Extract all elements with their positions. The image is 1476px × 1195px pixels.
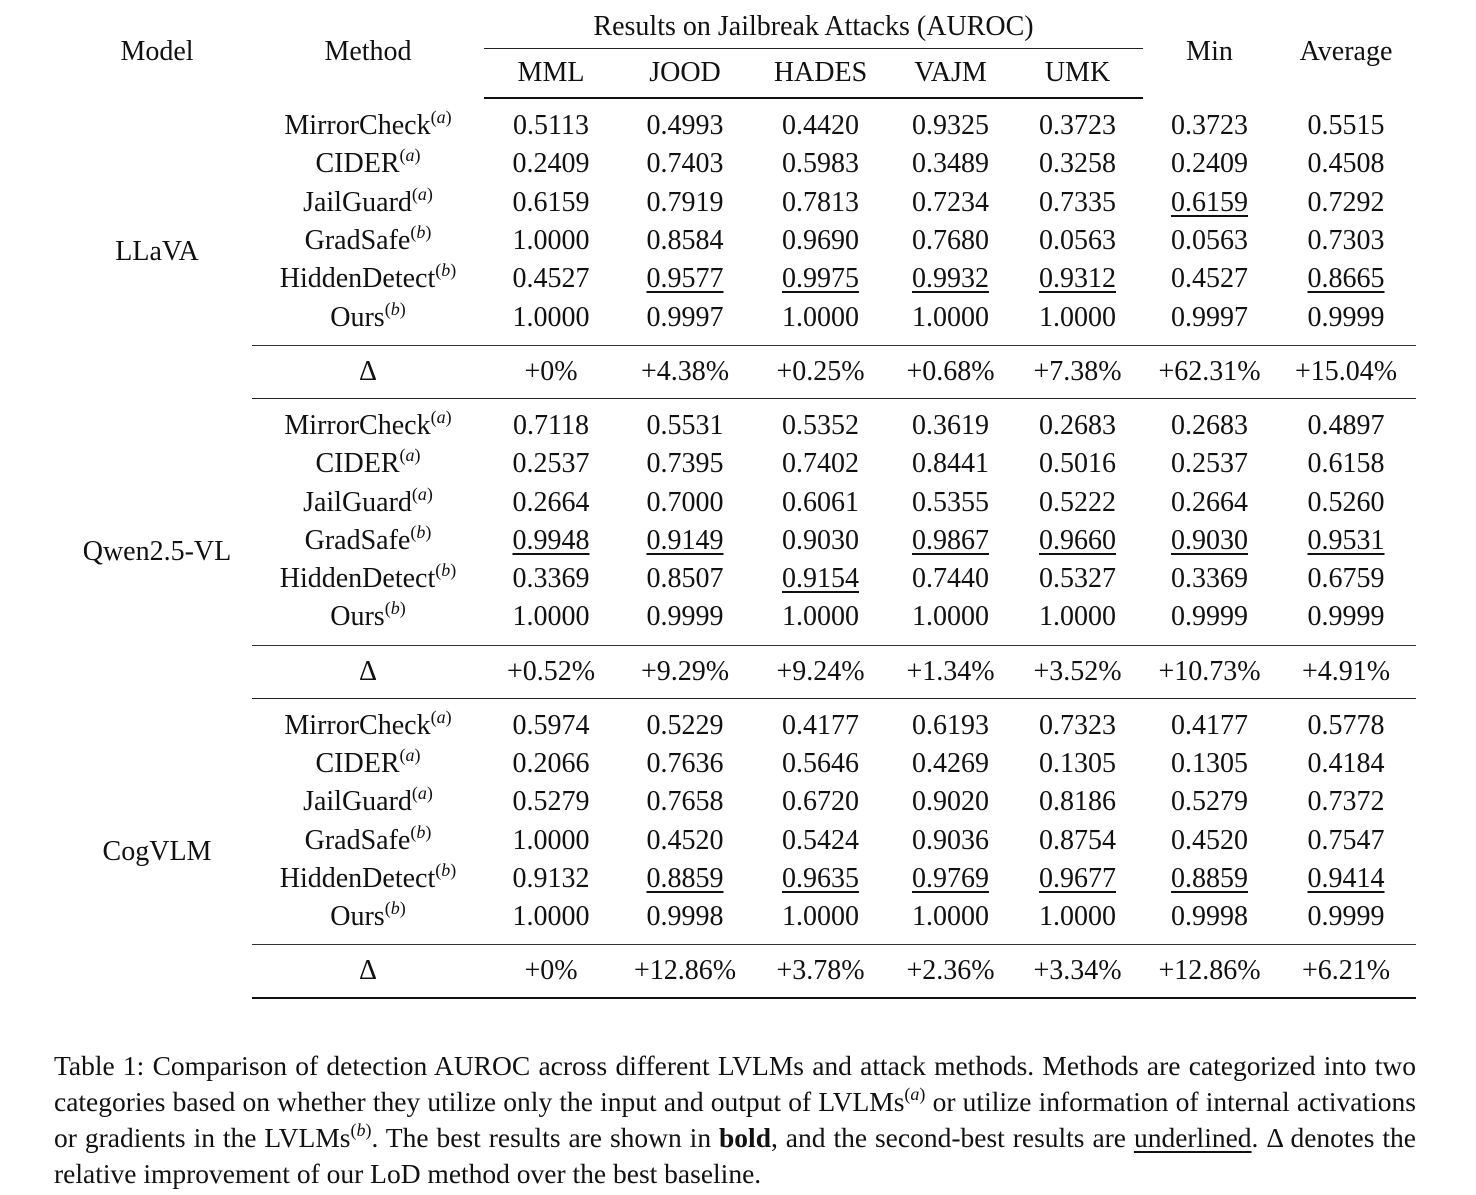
delta-value: +3.52% [1012, 645, 1143, 698]
method-category: (b) [410, 521, 432, 542]
value-cell: 0.9975 [782, 263, 859, 295]
table-row [62, 483, 1416, 521]
method-cell [252, 184, 484, 222]
table-row [62, 560, 1416, 598]
table-row [62, 522, 1416, 560]
value-cell: 0.6061 [782, 486, 859, 518]
value-cell: 0.9414 [1307, 862, 1385, 894]
delta-value: +12.86% [1143, 945, 1276, 999]
value-cell: 0.8584 [646, 225, 724, 257]
value-cell: 0.7636 [646, 748, 724, 779]
value-cell: 0.9020 [912, 786, 989, 818]
value-cell: 0.7658 [646, 786, 724, 818]
method-cell [252, 898, 484, 945]
value-cell: 1.0000 [512, 601, 590, 633]
delta-value: +9.29% [618, 645, 752, 698]
delta-label: Δ [252, 345, 484, 398]
value-cell: 0.9325 [912, 110, 989, 142]
results-table [62, 6, 1416, 999]
value-cell: 0.9999 [1171, 601, 1249, 633]
value-cell: 0.7335 [1039, 186, 1116, 218]
value-cell: 0.9999 [1307, 901, 1385, 933]
method-category: (a) [399, 145, 421, 166]
value-cell: 0.9036 [912, 824, 989, 856]
header-model: Model [120, 36, 194, 67]
value-cell: 0.9690 [782, 225, 859, 257]
value-cell: 0.5279 [1171, 786, 1249, 818]
delta-value: +3.34% [1012, 945, 1143, 999]
value-cell: 0.9997 [1171, 301, 1249, 333]
caption-underlined-word: underlined [1133, 1121, 1252, 1153]
value-cell: 0.3369 [1171, 563, 1249, 595]
value-cell: 0.5355 [912, 486, 989, 518]
value-cell: 0.5260 [1307, 486, 1385, 518]
delta-row [62, 645, 1416, 698]
header-min: Min [1186, 36, 1233, 67]
value-cell: 0.9999 [1307, 301, 1385, 333]
delta-value: +12.86% [618, 945, 752, 999]
value-cell: 0.5352 [782, 409, 859, 441]
value-cell: 0.8859 [646, 862, 724, 894]
value-cell: 1.0000 [1039, 301, 1116, 333]
method-category: (a) [411, 483, 433, 504]
value-cell: 0.9660 [1039, 524, 1116, 556]
table-row [62, 398, 1416, 445]
method-cell [252, 445, 484, 483]
value-cell: 0.2409 [1171, 148, 1249, 180]
caption-text-2: or utilize information of internal activations or gradients in the LVLMs [54, 1085, 1416, 1153]
value-cell: 0.7303 [1307, 225, 1385, 257]
value-cell: 1.0000 [1039, 601, 1116, 633]
value-cell: 0.7680 [912, 225, 989, 257]
method-name: Ours [330, 901, 385, 933]
method-category: (b) [384, 298, 406, 319]
value-cell: 0.6158 [1307, 448, 1385, 480]
value-cell: 0.7395 [646, 448, 724, 480]
method-name: HiddenDetect [279, 862, 436, 894]
value-cell: 1.0000 [512, 225, 590, 257]
value-cell: 0.8186 [1039, 786, 1116, 818]
model-name: CogVLM [102, 836, 212, 868]
value-cell: 1.0000 [1039, 901, 1116, 933]
delta-value: +62.31% [1143, 345, 1276, 398]
value-cell: 0.4177 [782, 709, 859, 741]
table-row [62, 860, 1416, 898]
value-cell: 0.3258 [1039, 148, 1116, 180]
value-cell: 0.9312 [1039, 263, 1116, 295]
value-cell: 0.4508 [1307, 148, 1385, 180]
method-name: JailGuard [303, 486, 412, 518]
delta-value: +0.25% [752, 345, 889, 398]
value-cell: 0.5222 [1039, 486, 1116, 518]
table-header [62, 6, 1416, 98]
delta-value: +3.78% [752, 945, 889, 999]
value-cell: 1.0000 [912, 901, 989, 933]
method-category: (b) [410, 821, 432, 842]
caption-bold-word: bold [719, 1121, 771, 1153]
delta-row [62, 345, 1416, 398]
value-cell: 0.9997 [646, 301, 724, 333]
value-cell: 0.7403 [646, 148, 724, 180]
caption-text-3: . The best results are shown in [371, 1121, 720, 1153]
method-cell [252, 260, 484, 298]
value-cell: 0.5983 [782, 148, 859, 180]
value-cell: 0.7118 [513, 409, 589, 441]
header-attack-umk: UMK [1012, 48, 1143, 98]
method-category: (b) [384, 898, 406, 919]
table-row [62, 98, 1416, 145]
value-cell: 0.5424 [782, 824, 859, 856]
value-cell: 0.3723 [1171, 109, 1249, 141]
value-cell: 1.0000 [782, 901, 859, 933]
caption-sup-a: (a) [904, 1083, 926, 1104]
header-attack-mml: MML [484, 48, 618, 98]
delta-value: +0.52% [484, 645, 618, 698]
value-cell: 1.0000 [512, 824, 590, 856]
value-cell: 0.9998 [646, 901, 724, 933]
delta-value: +7.38% [1012, 345, 1143, 398]
value-cell: 0.4527 [1171, 263, 1249, 295]
value-cell: 0.3619 [912, 409, 989, 441]
delta-value: +0.68% [889, 345, 1012, 398]
method-cell [252, 783, 484, 821]
method-category: (a) [399, 445, 421, 466]
value-cell: 1.0000 [512, 301, 590, 333]
method-cell [252, 821, 484, 859]
delta-value: +1.34% [889, 645, 1012, 698]
table-caption [54, 1048, 1416, 1192]
value-cell: 0.2537 [1171, 448, 1249, 480]
value-cell: 0.9998 [1171, 901, 1249, 933]
method-name: GradSafe [304, 524, 411, 556]
value-cell: 0.1305 [1039, 748, 1116, 779]
method-category: (b) [435, 560, 457, 581]
method-category: (b) [384, 598, 406, 619]
method-cell [252, 483, 484, 521]
value-cell: 1.0000 [782, 301, 859, 333]
value-cell: 0.2409 [512, 148, 590, 180]
value-cell: 0.2683 [1171, 409, 1249, 441]
value-cell: 0.7547 [1307, 824, 1385, 856]
caption-sup-b: (b) [350, 1119, 372, 1140]
value-cell: 0.4527 [512, 263, 590, 295]
method-name: CIDER [315, 148, 400, 180]
value-cell: 0.7402 [782, 448, 859, 480]
table-row [62, 898, 1416, 945]
value-cell: 0.5531 [646, 409, 724, 441]
header-group-title: Results on Jailbreak Attacks (AUROC) [484, 6, 1143, 48]
delta-value: +0% [484, 945, 618, 999]
method-cell [252, 522, 484, 560]
table-row [62, 745, 1416, 783]
value-cell: 0.4177 [1171, 709, 1249, 741]
value-cell: 0.7292 [1307, 186, 1385, 218]
method-cell [252, 860, 484, 898]
caption-text-1: Table 1: Comparison of detection AUROC across different LVLMs and attack methods. Methods are categorized into two categories based on whether they utilize only the input and output of LVLMs [54, 1049, 1416, 1117]
method-name: GradSafe [304, 824, 411, 856]
method-name: Ours [330, 601, 385, 633]
value-cell: 0.8754 [1039, 824, 1116, 856]
method-cell [252, 560, 484, 598]
method-cell [252, 745, 484, 783]
method-name: JailGuard [303, 186, 412, 218]
model-name: Qwen2.5-VL [82, 536, 232, 568]
header-attack-jood: JOOD [618, 48, 752, 98]
value-cell: 0.3723 [1039, 110, 1116, 142]
method-category: (a) [411, 183, 433, 204]
method-cell [252, 398, 484, 445]
table-row [62, 298, 1416, 345]
value-cell: 0.8665 [1307, 263, 1385, 295]
table-row [62, 783, 1416, 821]
value-cell: 1.0000 [912, 601, 989, 633]
delta-value: +2.36% [889, 945, 1012, 999]
method-name: MirrorCheck [284, 709, 431, 741]
delta-value: +15.04% [1276, 345, 1416, 398]
method-category: (a) [430, 106, 452, 127]
delta-value: +4.38% [618, 345, 752, 398]
method-category: (a) [411, 783, 433, 804]
value-cell: 0.9132 [512, 862, 590, 894]
table-body [62, 98, 1416, 998]
value-cell: 0.4420 [782, 110, 859, 142]
value-cell: 0.6720 [782, 786, 859, 818]
method-name: JailGuard [303, 786, 412, 818]
method-category: (b) [435, 260, 457, 281]
method-cell [252, 598, 484, 645]
header-average: Average [1299, 36, 1393, 67]
table-row [62, 598, 1416, 645]
value-cell: 0.9932 [912, 263, 989, 295]
delta-row [62, 945, 1416, 999]
value-cell: 0.6759 [1307, 563, 1385, 595]
caption-text-5: . Δ denotes the relative improvement of our LoD method over the best baseline. [54, 1121, 1416, 1189]
value-cell: 0.1305 [1171, 748, 1249, 779]
value-cell: 0.9677 [1039, 862, 1116, 894]
header-attack-hades: HADES [752, 48, 889, 98]
value-cell: 0.5229 [646, 709, 724, 741]
table-row [62, 821, 1416, 859]
method-cell [252, 98, 484, 145]
value-cell: 0.7813 [782, 186, 859, 218]
value-cell: 0.8441 [912, 448, 989, 480]
table-row [62, 698, 1416, 745]
method-name: CIDER [315, 448, 400, 480]
method-category: (b) [410, 222, 432, 243]
value-cell: 0.2066 [512, 748, 590, 779]
value-cell: 1.0000 [912, 301, 989, 333]
value-cell: 0.5016 [1039, 448, 1116, 480]
value-cell: 0.5974 [512, 709, 590, 741]
value-cell: 0.2664 [512, 486, 590, 518]
delta-value: +0% [484, 345, 618, 398]
value-cell: 0.0563 [1171, 225, 1249, 257]
value-cell: 1.0000 [782, 601, 859, 633]
value-cell: 0.4520 [646, 824, 724, 856]
method-category: (a) [430, 706, 452, 727]
value-cell: 0.5327 [1039, 563, 1116, 595]
value-cell: 0.8859 [1171, 862, 1249, 894]
value-cell: 0.9149 [646, 524, 724, 556]
value-cell: 0.7440 [912, 563, 989, 595]
caption-text-4: , and the second-best results are [771, 1121, 1134, 1153]
value-cell: 0.9867 [912, 524, 989, 556]
value-cell: 0.7919 [646, 186, 724, 218]
value-cell: 0.9948 [512, 524, 590, 556]
header-method: Method [324, 36, 412, 67]
value-cell: 0.2537 [512, 448, 590, 480]
method-name: CIDER [315, 748, 400, 779]
delta-label: Δ [252, 945, 484, 999]
value-cell: 0.9154 [782, 563, 859, 595]
value-cell: 0.5778 [1307, 709, 1385, 741]
value-cell: 0.4520 [1171, 824, 1249, 856]
value-cell: 0.2683 [1039, 409, 1116, 441]
value-cell: 0.4897 [1307, 409, 1385, 441]
method-category: (a) [399, 745, 421, 765]
value-cell: 0.6159 [1171, 186, 1249, 218]
value-cell: 0.4184 [1307, 748, 1385, 779]
method-name: MirrorCheck [284, 109, 431, 141]
delta-label: Δ [252, 645, 484, 698]
value-cell: 0.7234 [912, 186, 989, 218]
method-category: (a) [430, 406, 452, 427]
value-cell: 0.9030 [782, 524, 859, 556]
method-name: GradSafe [304, 225, 411, 257]
method-name: HiddenDetect [279, 563, 436, 595]
value-cell: 0.9999 [646, 601, 724, 633]
delta-value: +10.73% [1143, 645, 1276, 698]
value-cell: 0.9635 [782, 862, 859, 894]
value-cell: 0.5515 [1307, 109, 1385, 141]
method-category: (b) [435, 859, 457, 880]
value-cell: 0.7323 [1039, 709, 1116, 741]
value-cell: 0.9999 [1307, 601, 1385, 633]
method-name: MirrorCheck [284, 409, 431, 441]
value-cell: 0.6193 [912, 709, 989, 741]
value-cell: 0.7000 [646, 486, 724, 518]
value-cell: 0.3489 [912, 148, 989, 180]
value-cell: 0.7372 [1307, 786, 1385, 818]
delta-value: +9.24% [752, 645, 889, 698]
table-row [62, 222, 1416, 260]
table-row [62, 445, 1416, 483]
value-cell: 0.5113 [513, 110, 589, 142]
value-cell: 0.5279 [512, 786, 590, 818]
table-row [62, 260, 1416, 298]
value-cell: 0.5646 [782, 748, 859, 779]
value-cell: 0.4269 [912, 748, 989, 779]
table-row [62, 145, 1416, 183]
method-cell [252, 222, 484, 260]
value-cell: 0.8507 [646, 563, 724, 595]
method-name: Ours [330, 301, 385, 333]
method-cell [252, 698, 484, 745]
value-cell: 0.9577 [646, 263, 724, 295]
value-cell: 0.9531 [1307, 524, 1385, 556]
table-row [62, 184, 1416, 222]
value-cell: 1.0000 [512, 901, 590, 933]
method-cell [252, 145, 484, 183]
value-cell: 0.3369 [512, 563, 590, 595]
value-cell: 0.4993 [646, 110, 724, 142]
delta-value: +6.21% [1276, 945, 1416, 999]
value-cell: 0.0563 [1039, 225, 1116, 257]
value-cell: 0.2664 [1171, 486, 1249, 518]
value-cell: 0.6159 [512, 186, 590, 218]
method-cell [252, 298, 484, 345]
value-cell: 0.9769 [912, 862, 989, 894]
method-name: HiddenDetect [279, 263, 436, 295]
header-attack-vajm: VAJM [889, 48, 1012, 98]
value-cell: 0.9030 [1171, 524, 1249, 556]
delta-value: +4.91% [1276, 645, 1416, 698]
model-name: LLaVA [115, 236, 199, 268]
